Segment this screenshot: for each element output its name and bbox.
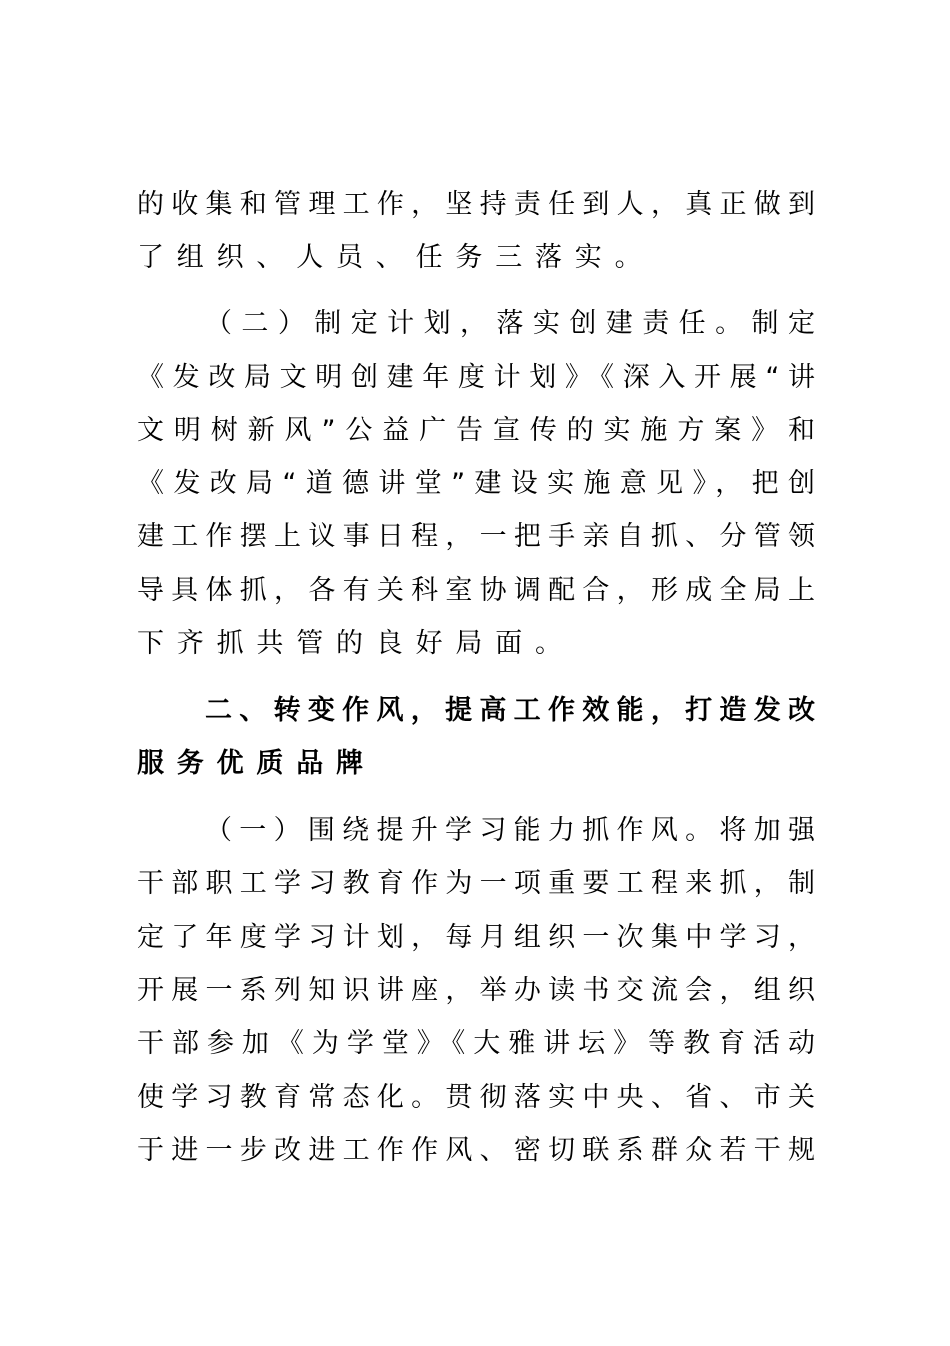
text-line: 导具体抓，各有关科室协调配合，形成全局上 bbox=[137, 575, 815, 606]
text-line: 使学习教育常态化。贯彻落实中央、省、市关 bbox=[137, 1082, 815, 1113]
text-line: 《发改局“道德讲堂”建设实施意见》，把创 bbox=[137, 468, 815, 499]
text-line: 文明树新风”公益广告宣传的实施方案》和 bbox=[137, 415, 815, 446]
text-line: 《发改局文明创建年度计划》《深入开展“讲 bbox=[137, 362, 815, 393]
text-line: 建工作摆上议事日程，一把手亲自抓、分管领 bbox=[137, 521, 815, 552]
heading-line: 服务优质品牌 bbox=[137, 748, 376, 779]
text-line: 了组织、人员、任务三落实。 bbox=[137, 242, 655, 273]
text-line: （二）制定计划，落实创建责任。制定 bbox=[205, 308, 815, 339]
text-line: 于进一步改进工作作风、密切联系群众若干规 bbox=[137, 1135, 815, 1166]
text-line: （一）围绕提升学习能力抓作风。将加强 bbox=[205, 815, 815, 846]
text-line: 的收集和管理工作，坚持责任到人，真正做到 bbox=[137, 189, 815, 220]
text-line: 干部参加《为学堂》《大雅讲坛》等教育活动 bbox=[137, 1028, 815, 1059]
heading-line: 二、转变作风，提高工作效能，打造发改 bbox=[205, 695, 815, 726]
text-line: 开展一系列知识讲座，举办读书交流会，组织 bbox=[137, 975, 815, 1006]
text-line: 下齐抓共管的良好局面。 bbox=[137, 628, 575, 659]
text-line: 定了年度学习计划，每月组织一次集中学习， bbox=[137, 922, 815, 953]
text-line: 干部职工学习教育作为一项重要工程来抓，制 bbox=[137, 868, 815, 899]
